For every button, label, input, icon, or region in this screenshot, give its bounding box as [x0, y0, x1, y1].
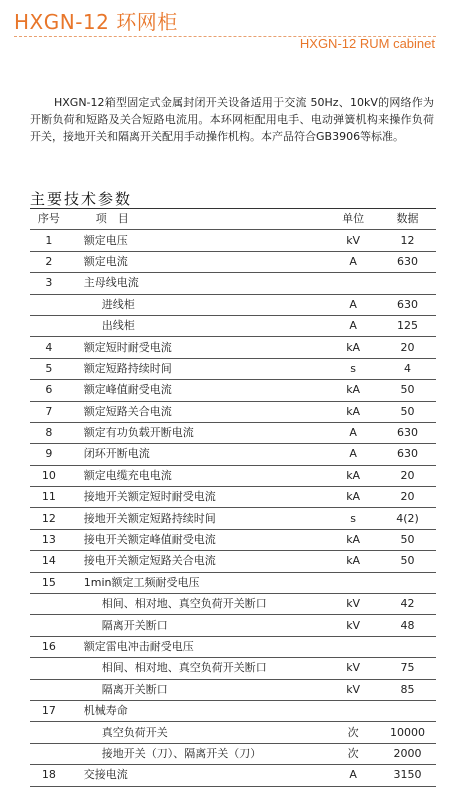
row-item: 额定电压	[68, 230, 327, 251]
row-item: 1min额定工频耐受电压	[68, 572, 327, 593]
row-value: 20	[379, 337, 436, 358]
section-title: 主要技术参数	[30, 190, 133, 208]
row-value: 4	[379, 358, 436, 379]
page-title: HXGN-12 环网柜	[14, 10, 178, 34]
row-value: 75	[379, 658, 436, 679]
row-item: 相间、相对地、真空负荷开关断口	[68, 658, 327, 679]
row-value: 125	[379, 315, 436, 336]
table-row	[30, 337, 436, 358]
row-item: 真空负荷开关	[68, 722, 327, 743]
row-item: 接地开关额定短路持续时间	[68, 508, 327, 529]
row-seq	[30, 615, 68, 636]
row-value: 12	[379, 230, 436, 251]
row-value: 20	[379, 487, 436, 508]
row-seq: 8	[30, 422, 68, 443]
row-unit	[327, 636, 379, 657]
row-value: 50	[379, 551, 436, 572]
table-row	[30, 444, 436, 465]
row-value: 85	[379, 679, 436, 700]
parameters-table	[30, 208, 436, 787]
row-seq	[30, 294, 68, 315]
table-row	[30, 679, 436, 700]
header-value: 数据	[379, 209, 436, 230]
row-value: 50	[379, 529, 436, 550]
table-row	[30, 401, 436, 422]
header-seq: 序号	[30, 209, 68, 230]
row-seq: 11	[30, 487, 68, 508]
row-unit: kV	[327, 615, 379, 636]
row-item: 相间、相对地、真空负荷开关断口	[68, 594, 327, 615]
row-seq: 5	[30, 358, 68, 379]
header-unit: 单位	[327, 209, 379, 230]
table-header-row	[30, 209, 436, 230]
row-value: 48	[379, 615, 436, 636]
row-unit: A	[327, 422, 379, 443]
row-unit: kA	[327, 551, 379, 572]
row-seq	[30, 722, 68, 743]
table-row	[30, 529, 436, 550]
row-value	[379, 636, 436, 657]
row-unit: kV	[327, 230, 379, 251]
row-value: 4(2)	[379, 508, 436, 529]
row-seq: 6	[30, 380, 68, 401]
row-unit: kA	[327, 380, 379, 401]
table-row	[30, 594, 436, 615]
table-row	[30, 230, 436, 251]
row-value	[379, 700, 436, 721]
row-value: 630	[379, 294, 436, 315]
row-unit: 次	[327, 743, 379, 764]
row-unit	[327, 273, 379, 294]
table-row	[30, 765, 436, 786]
row-item: 交接电流	[68, 765, 327, 786]
table-row	[30, 636, 436, 657]
row-value: 42	[379, 594, 436, 615]
intro-paragraph: HXGN-12箱型固定式金属封闭开关设备适用于交流 50Hz、10kV的网络作为开断负荷和短路及关合短路电流用。本环网柜配用电手、电动弹簧机构来操作负荷开关，接地开关和隔离开关配用手动操作机构。本产品符合GB3906等标准。	[30, 96, 434, 143]
table-row	[30, 422, 436, 443]
table-row	[30, 615, 436, 636]
row-item: 额定短时耐受电流	[68, 337, 327, 358]
row-value: 630	[379, 251, 436, 272]
row-unit: A	[327, 251, 379, 272]
table-row	[30, 251, 436, 272]
table-row	[30, 358, 436, 379]
row-value: 630	[379, 444, 436, 465]
row-seq: 14	[30, 551, 68, 572]
row-item: 额定雷电冲击耐受电压	[68, 636, 327, 657]
row-item: 接电开关额定短路关合电流	[68, 551, 327, 572]
row-seq: 15	[30, 572, 68, 593]
row-unit: A	[327, 765, 379, 786]
row-item: 主母线电流	[68, 273, 327, 294]
table-row	[30, 315, 436, 336]
row-seq: 7	[30, 401, 68, 422]
row-item: 机械寿命	[68, 700, 327, 721]
row-item: 隔离开关断口	[68, 679, 327, 700]
row-unit: A	[327, 294, 379, 315]
row-item: 额定有功负载开断电流	[68, 422, 327, 443]
row-seq	[30, 743, 68, 764]
row-unit: kA	[327, 337, 379, 358]
row-item: 额定电流	[68, 251, 327, 272]
table-row	[30, 273, 436, 294]
table-row	[30, 465, 436, 486]
row-seq	[30, 315, 68, 336]
row-value: 3150	[379, 765, 436, 786]
row-unit: s	[327, 358, 379, 379]
table-row	[30, 487, 436, 508]
row-seq: 2	[30, 251, 68, 272]
row-item: 接地开关（刀）、隔离开关（刀）	[68, 743, 327, 764]
row-seq: 9	[30, 444, 68, 465]
row-unit: A	[327, 315, 379, 336]
table-row	[30, 294, 436, 315]
row-seq	[30, 679, 68, 700]
table-row	[30, 380, 436, 401]
row-unit: kV	[327, 658, 379, 679]
row-seq: 4	[30, 337, 68, 358]
row-seq: 12	[30, 508, 68, 529]
table-row	[30, 722, 436, 743]
row-item: 隔离开关断口	[68, 615, 327, 636]
row-unit: 次	[327, 722, 379, 743]
row-value: 50	[379, 401, 436, 422]
row-item: 额定峰值耐受电流	[68, 380, 327, 401]
row-unit: kV	[327, 594, 379, 615]
row-item: 出线柜	[68, 315, 327, 336]
row-value	[379, 273, 436, 294]
table-row	[30, 551, 436, 572]
row-value: 50	[379, 380, 436, 401]
row-item: 闭环开断电流	[68, 444, 327, 465]
row-seq: 13	[30, 529, 68, 550]
row-item: 接地开关额定短时耐受电流	[68, 487, 327, 508]
row-seq: 10	[30, 465, 68, 486]
row-seq: 3	[30, 273, 68, 294]
row-seq: 18	[30, 765, 68, 786]
row-unit: kA	[327, 465, 379, 486]
row-value: 630	[379, 422, 436, 443]
row-unit: s	[327, 508, 379, 529]
row-value: 20	[379, 465, 436, 486]
page-subtitle-en: HXGN-12 RUM cabinet	[299, 36, 435, 51]
row-unit: kV	[327, 679, 379, 700]
row-unit: kA	[327, 529, 379, 550]
row-seq: 1	[30, 230, 68, 251]
table-row	[30, 508, 436, 529]
row-item: 额定短路关合电流	[68, 401, 327, 422]
row-value	[379, 572, 436, 593]
row-item: 接电开关额定峰值耐受电流	[68, 529, 327, 550]
row-seq	[30, 594, 68, 615]
table-row	[30, 658, 436, 679]
row-value: 10000	[379, 722, 436, 743]
row-seq: 16	[30, 636, 68, 657]
row-unit: kA	[327, 487, 379, 508]
row-unit: kA	[327, 401, 379, 422]
row-unit: A	[327, 444, 379, 465]
row-item: 进线柜	[68, 294, 327, 315]
table-row	[30, 572, 436, 593]
row-seq: 17	[30, 700, 68, 721]
table-row	[30, 700, 436, 721]
row-unit	[327, 700, 379, 721]
row-seq	[30, 658, 68, 679]
row-unit	[327, 572, 379, 593]
row-item: 额定短路持续时间	[68, 358, 327, 379]
row-value: 2000	[379, 743, 436, 764]
row-item: 额定电缆充电电流	[68, 465, 327, 486]
header-item: 项 目	[68, 209, 327, 230]
table-row	[30, 743, 436, 764]
